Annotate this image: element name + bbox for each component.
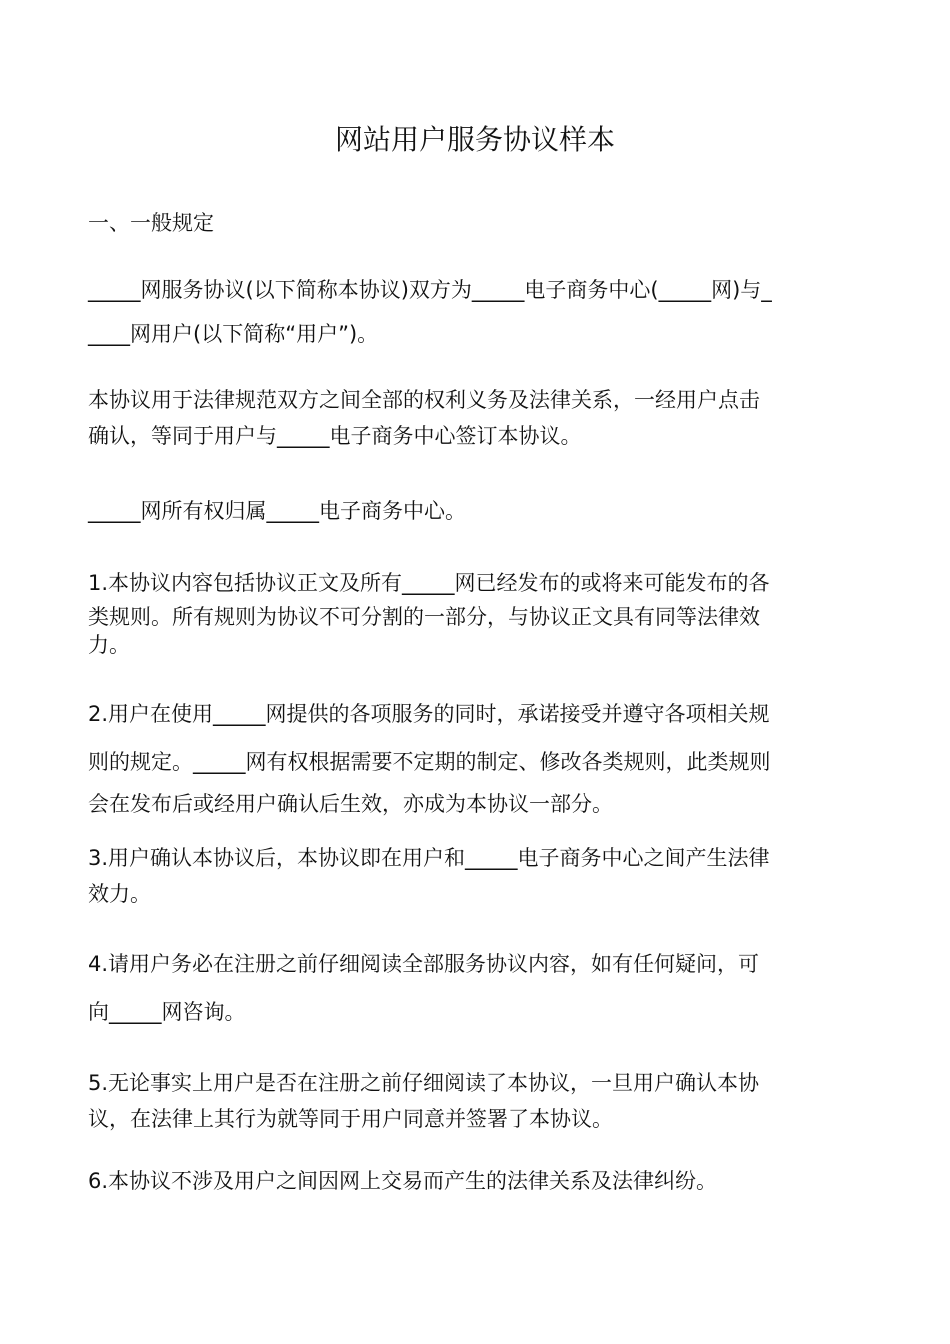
section-heading: 一、一般规定 (88, 211, 214, 235)
document-title: 网站用户服务协议样本 (334, 123, 615, 156)
paragraph-agreement-parties (88, 268, 878, 356)
paragraph-line: 效力。 (88, 882, 151, 906)
paragraph-line: 6.本协议不涉及用户之间因网上交易而产生的法律关系及法律纠纷。 (88, 1169, 718, 1193)
clause-1 (88, 566, 878, 656)
paragraph-line: 5.无论事实上用户是否在注册之前仔细阅读了本协议，一旦用户确认本协 (88, 1071, 760, 1095)
paragraph-line: _____网所有权归属_____电子商务中心。 (88, 499, 466, 523)
paragraph-line: 则的规定。_____网有权根据需要不定期的制定、修改各类规则，此类规则 (88, 750, 771, 774)
paragraph-line: 会在发布后或经用户确认后生效，亦成为本协议一部分。 (88, 792, 613, 816)
paragraph-line: 1.本协议内容包括协议正文及所有_____网已经发布的或将来可能发布的各 (88, 571, 770, 595)
paragraph-line: 2.用户在使用_____网提供的各项服务的同时，承诺接受并遵守各项相关规 (88, 702, 770, 726)
clause-4 (88, 940, 878, 1036)
clause-6 (88, 1163, 878, 1199)
clause-5 (88, 1065, 878, 1137)
paragraph-line: 本协议用于法律规范双方之间全部的权利义务及法律关系，一经用户点击 (88, 388, 760, 412)
paragraph-line: 确认，等同于用户与_____电子商务中心签订本协议。 (88, 424, 582, 448)
paragraph-line: 力。 (88, 633, 130, 657)
clause-2 (88, 690, 878, 822)
paragraph-agreement-scope (88, 382, 878, 454)
paragraph-ownership (88, 493, 878, 529)
paragraph-line: 向_____网咨询。 (88, 1000, 246, 1024)
clause-3 (88, 840, 878, 912)
paragraph-line: 议，在法律上其行为就等同于用户同意并签署了本协议。 (88, 1107, 613, 1131)
paragraph-line: 4.请用户务必在注册之前仔细阅读全部服务协议内容，如有任何疑问，可 (88, 952, 760, 976)
paragraph-line: 3.用户确认本协议后，本协议即在用户和_____电子商务中心之间产生法律 (88, 846, 770, 870)
paragraph-line: _____网服务协议(以下简称本协议)双方为_____电子商务中心(_____网)与_ (88, 278, 772, 302)
paragraph-line: ____网用户(以下简称“用户”)。 (88, 322, 379, 346)
paragraph-line: 类规则。所有规则为协议不可分割的一部分，与协议正文具有同等法律效 (88, 605, 760, 629)
